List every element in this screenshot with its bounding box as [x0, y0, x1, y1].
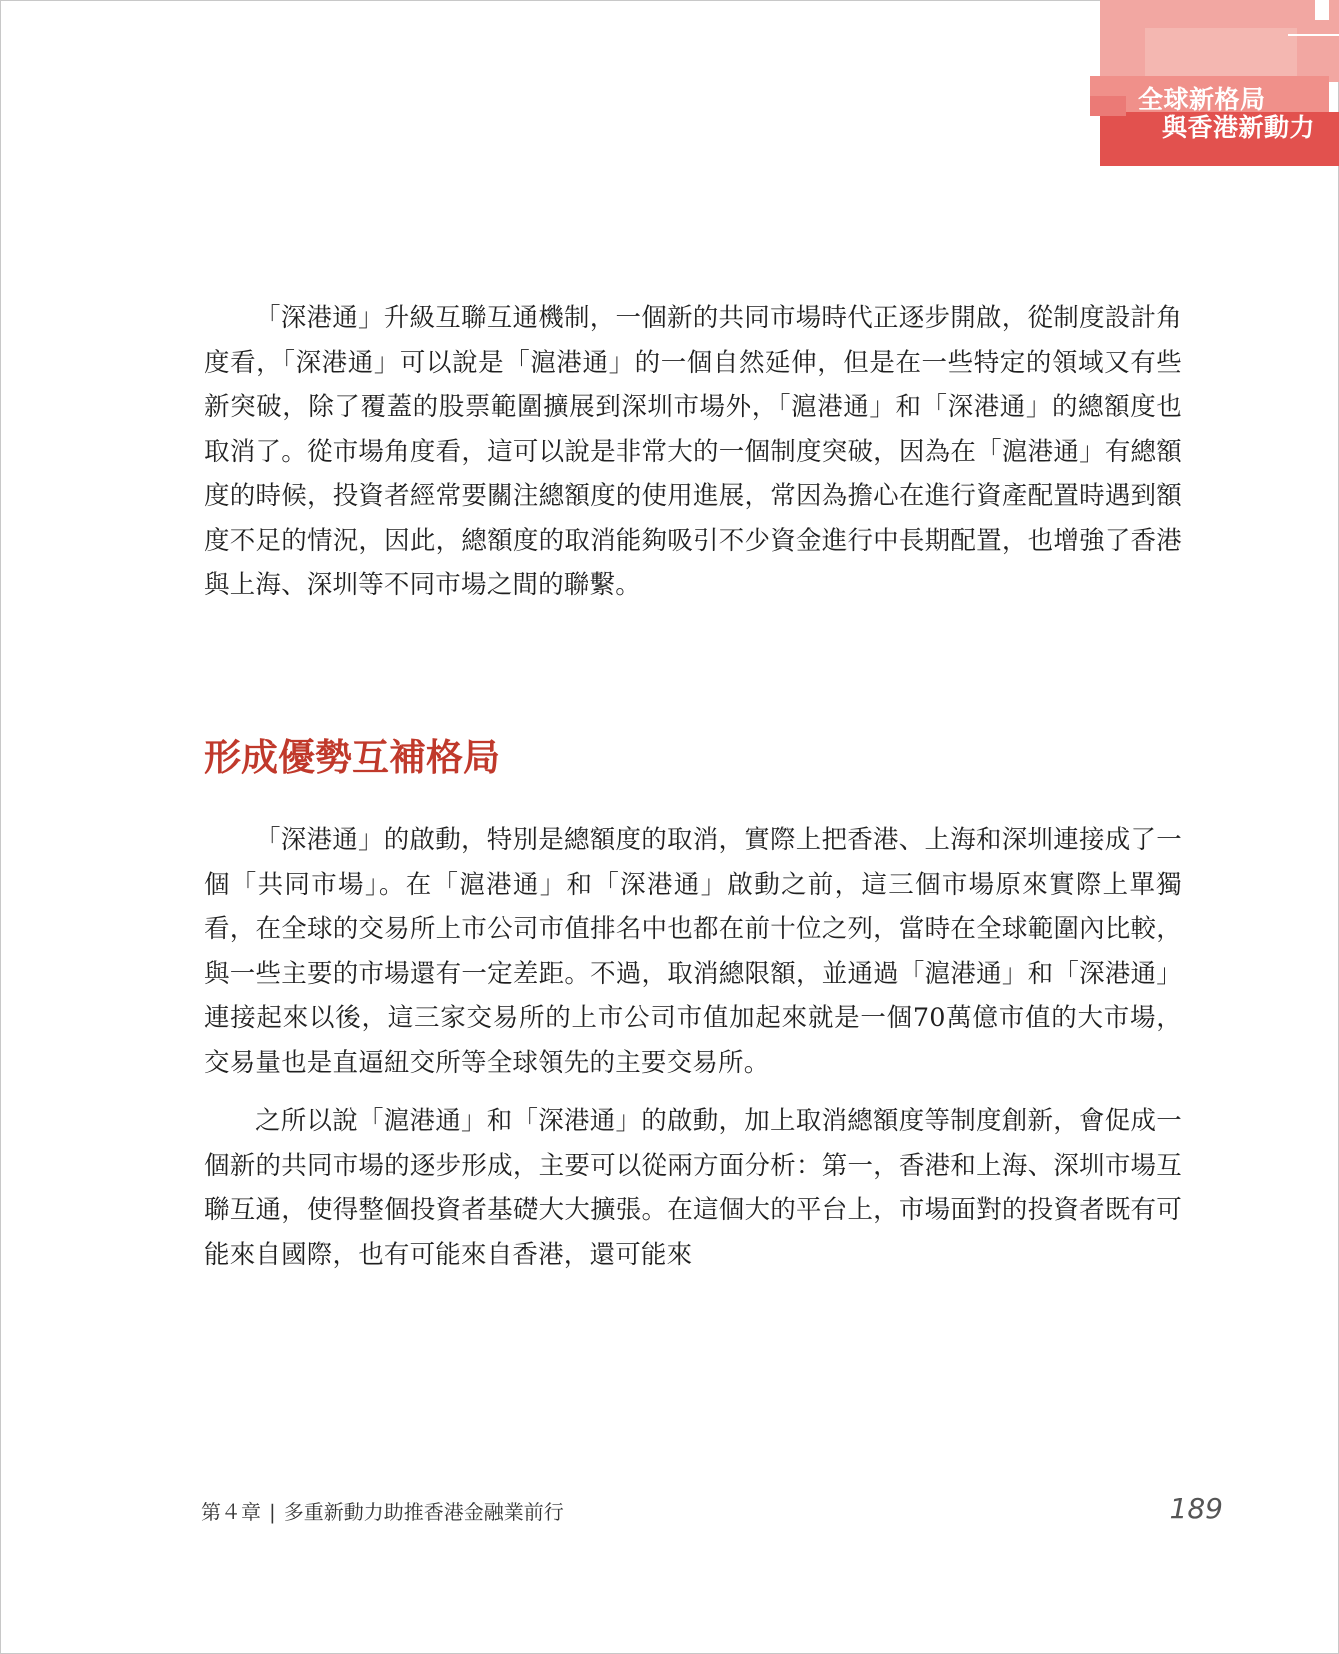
intro-paragraph: 「深港通」升級互聯互通機制，一個新的共同市場時代正逐步開啟，從制度設計角度看，「深港通」可以說是「滬港通」的一個自然延伸，但是在一些特定的領域又有些新突破，除了覆蓋的股票範圍擴展到深圳市場外，「滬港通」和「深港通」的總額度也取消了。從市場角度看，這可以說是非常大的一個制度突破，因為在「滬港通」有總額度的時候，投資者經常要關注總額度的使用進展，常因為擔心在進行資產配置時遇到額度不足的情況，因此，總額度的取消能夠吸引不少資金進行中長期配置，也增強了香港與上海、深圳等不同市場之間的聯繫。 — [204, 303, 1182, 600]
intro-section — [204, 296, 1182, 608]
badge-block — [1145, 28, 1297, 78]
book-title-line2: 與香港新動力 — [1162, 113, 1316, 142]
chapter-badge — [1090, 0, 1339, 170]
section-heading: 形成優勢互補格局 — [204, 735, 500, 779]
badge-rule — [1288, 34, 1339, 36]
page-number: 189 — [1169, 1492, 1223, 1525]
book-title-line1: 全球新格局 — [1138, 85, 1266, 114]
chapter-title: 多重新動力助推香港金融業前行 — [283, 1500, 564, 1524]
badge-block — [1315, 0, 1329, 20]
running-footer — [201, 1497, 564, 1527]
footer-separator: | — [269, 1500, 276, 1524]
body-paragraph: 「深港通」的啟動，特別是總額度的取消，實際上把香港、上海和深圳連接成了一個「共同市場」。在「滬港通」和「深港通」啟動之前，這三個市場原來實際上單獨看，在全球的交易所上市公司市值排名中也都在前十位之列，當時在全球範圍內比較，與一些主要的市場還有一定差距。不過，取消總限額，並通過「滬港通」和「深港通」連接起來以後，這三家交易所的上市公司市值加起來就是一個70萬億市值的大市場，交易量也是直逼紐交所等全球領先的主要交易所。 — [204, 825, 1182, 1078]
section-body — [204, 818, 1182, 1277]
body-paragraph: 之所以說「滬港通」和「深港通」的啟動，加上取消總額度等制度創新，會促成一個新的共同市場的逐步形成，主要可以從兩方面分析：第一，香港和上海、深圳市場互聯互通，使得整個投資者基礎大大擴張。在這個大的平台上，市場面對的投資者既有可能來自國際，也有可能來自香港，還可能來 — [204, 1106, 1182, 1270]
badge-block — [1090, 96, 1126, 116]
chapter-number: 第４章 — [201, 1500, 261, 1524]
